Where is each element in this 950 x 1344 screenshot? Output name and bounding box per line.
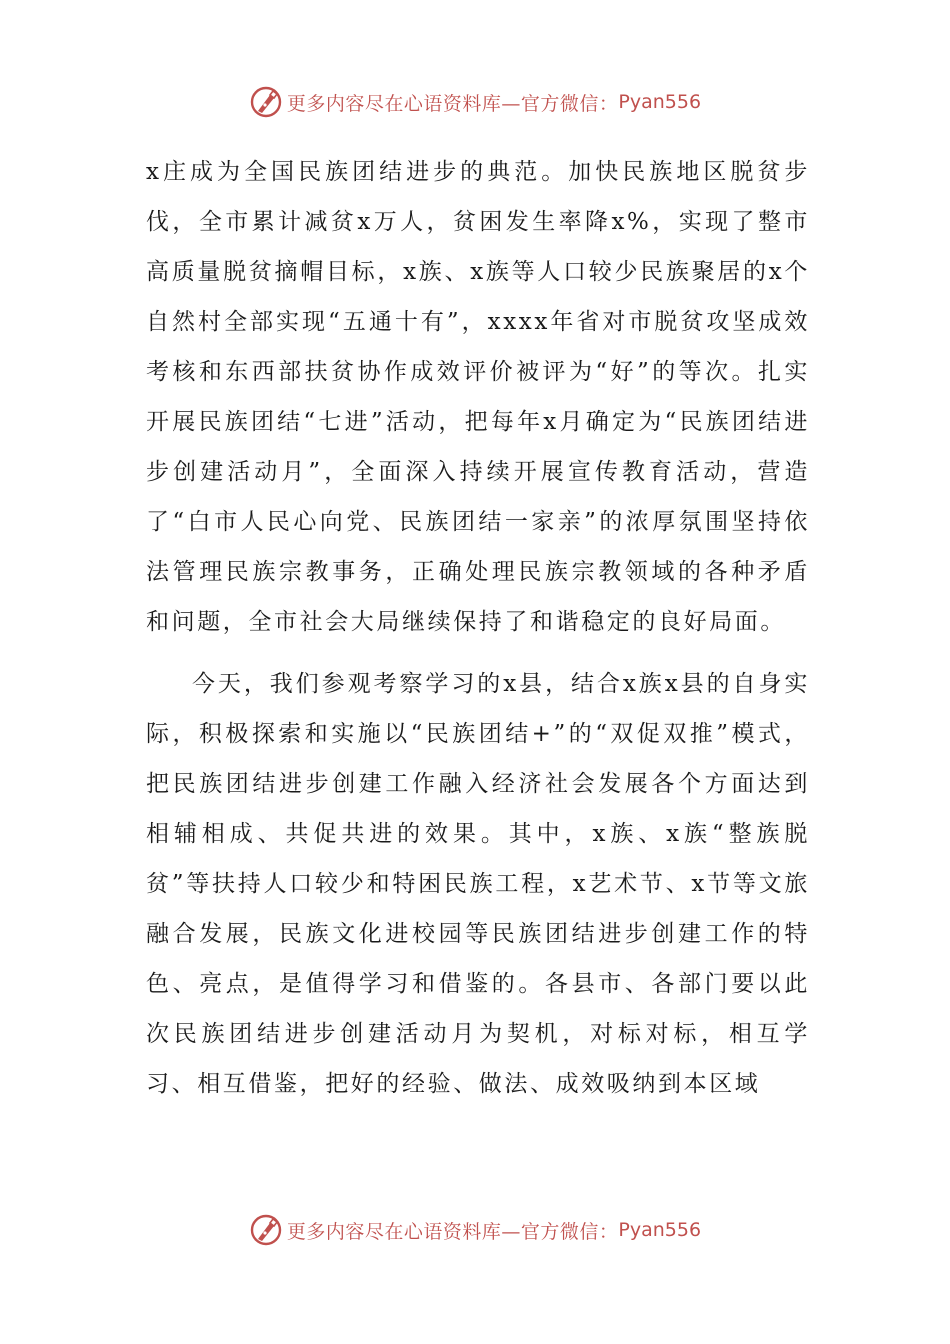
pen-nib-logo-icon [249,1213,283,1247]
footer-brand-text: 更多内容尽在心语资料库—官方微信： [286,1220,619,1243]
paragraph-1: x庄成为全国民族团结进步的典范。加快民族地区脱贫步伐，全市累计减贫x万人，贫困发生率降x%，实现了整市高质量脱贫摘帽目标，x族、x族等人口较少民族聚居的x个自然村全部实现“五通十有”，xxxx年省对市脱贫攻坚成效考核和东西部扶贫协作成效评价被评为“好”的等次。扎实开展民族团结“七进”活动，把每年x月确定为“民族团结进步创建活动月”，全面深入持续开展宣传教育活动，营造了“白市人民心向党、民族团结一家亲”的浓厚氛围坚持依法管理民族宗教事务，正确处理民族宗教领域的各种矛盾和问题，全市社会大局继续保持了和谐稳定的良好局面。 [146,159,810,635]
document-body [146,147,810,1109]
footer-banner [0,1210,950,1250]
header-wechat-id: Pyan556 [618,91,702,113]
paragraph-2: 今天，我们参观考察学习的x县，结合x族x县的自身实际，积极探索和实施以“民族团结+”的“双促双推”模式，把民族团结进步创建工作融入经济社会发展各个方面达到相辅相成、共促共进的效果。其中，x族、x族“整族脱贫”等扶持人口较少和特困民族工程，x艺术节、x节等文旅融合发展，民族文化进校园等民族团结进步创建工作的特色、亮点，是值得学习和借鉴的。各县市、各部门要以此次民族团结进步创建活动月为契机，对标对标，相互学习、相互借鉴，把好的经验、做法、成效吸纳到本区域 [146,671,810,1097]
header-banner [0,82,950,122]
pen-nib-logo-icon [249,85,283,119]
footer-wechat-id: Pyan556 [618,1219,702,1241]
header-brand-text: 更多内容尽在心语资料库—官方微信： [286,92,619,115]
